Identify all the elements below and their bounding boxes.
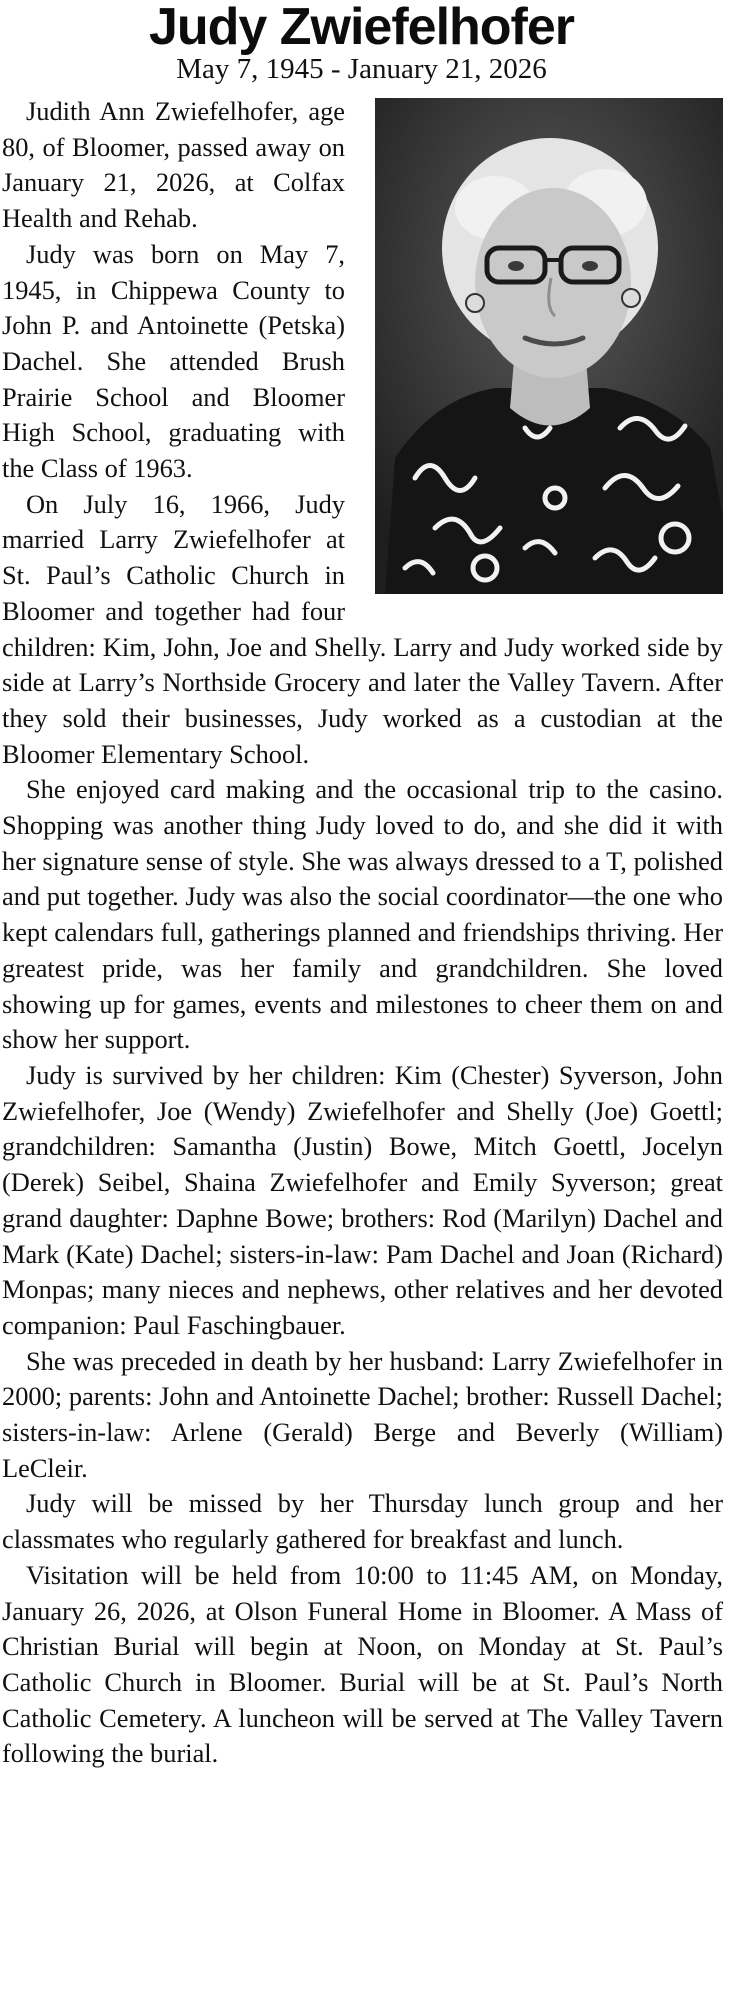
portrait-photo-icon <box>375 98 723 594</box>
paragraph: Judy will be missed by her Thursday lunch group and her classmates who regularly gathered for breakfast and lunch. <box>2 1488 723 1555</box>
paragraph: Visitation will be held from 10:00 to 11:45 AM, on Monday, January 26, 2026, at Olson Funeral Home in Bloomer. A Mass of Christian Burial will begin at Noon, on Monday at St. Paul’s Catholic Church in Bloomer. Burial will be at St. Paul’s North Catholic Cemetery. A luncheon will be served at The Valley Tavern following the burial. <box>2 1559 723 1769</box>
paragraph: She enjoyed card making and the occasional trip to the casino. Shopping was another thing Judy loved to do, and she did it with her signature sense of style. She was always dressed to a T, polished and put together. Judy was also the social coordinator—the one who kept calendars full, gatherings planned and friendships thriving. Her greatest pride, was her family and grandchildren. She loved showing up for games, events and milestones to cheer them on and show her support. <box>2 774 723 1055</box>
obituary-name: Judy Zwiefelhofer <box>148 0 575 56</box>
portrait-photo <box>375 98 723 594</box>
paragraph: Judy is survived by her children: Kim (Chester) Syverson, John Zwiefelhofer, Joe (Wendy) Zwiefelhofer and Shelly (Joe) Goettl; grandchildren: Samantha (Justin) Bowe, Mitch Goettl, Jocelyn (Derek) Seibel, Shaina Zwiefelhofer and Emily Syverson; great grand daughter: Daphne Bowe; brothers: Rod (Marilyn) Dachel and Mark (Kate) Dachel; sisters-in-law: Pam Dachel and Joan (Richard) Monpas; many nieces and nephews, other relatives and her devoted companion: Paul Faschingbauer. <box>2 1059 723 1340</box>
obituary-body <box>0 94 723 1772</box>
paragraph: She was preceded in death by her husband: Larry Zwiefelhofer in 2000; parents: John and Antoinette Dachel; brother: Russell Dachel; sisters-in-law: Arlene (Gerald) Berge and Beverly (William) LeCleir. <box>2 1345 723 1483</box>
paragraph: On July 16, 1966, Judy married Larry Zwiefelhofer at St. Paul’s Catholic Church in Bloomer and together had four children: Kim, John, Joe and Shelly. Larry and Judy worked side by side at Larry’s Northside Grocery and later the Valley Tavern. After they sold their businesses, Judy worked as a custodian at the Bloomer Elementary School. <box>2 488 723 769</box>
paragraph: Judy was born on May 7, 1945, in Chippewa County to John P. and Antoinette (Petska) Dachel. She attended Brush Prairie School and Bloomer High School, graduating with the Class of 1963. <box>2 238 345 484</box>
paragraph: Judith Ann Zwiefelhofer, age 80, of Bloomer, passed away on January 21, 2026, at Colfax Health and Rehab. <box>2 96 345 234</box>
obituary-dates: May 7, 1945 - January 21, 2026 <box>176 53 547 85</box>
